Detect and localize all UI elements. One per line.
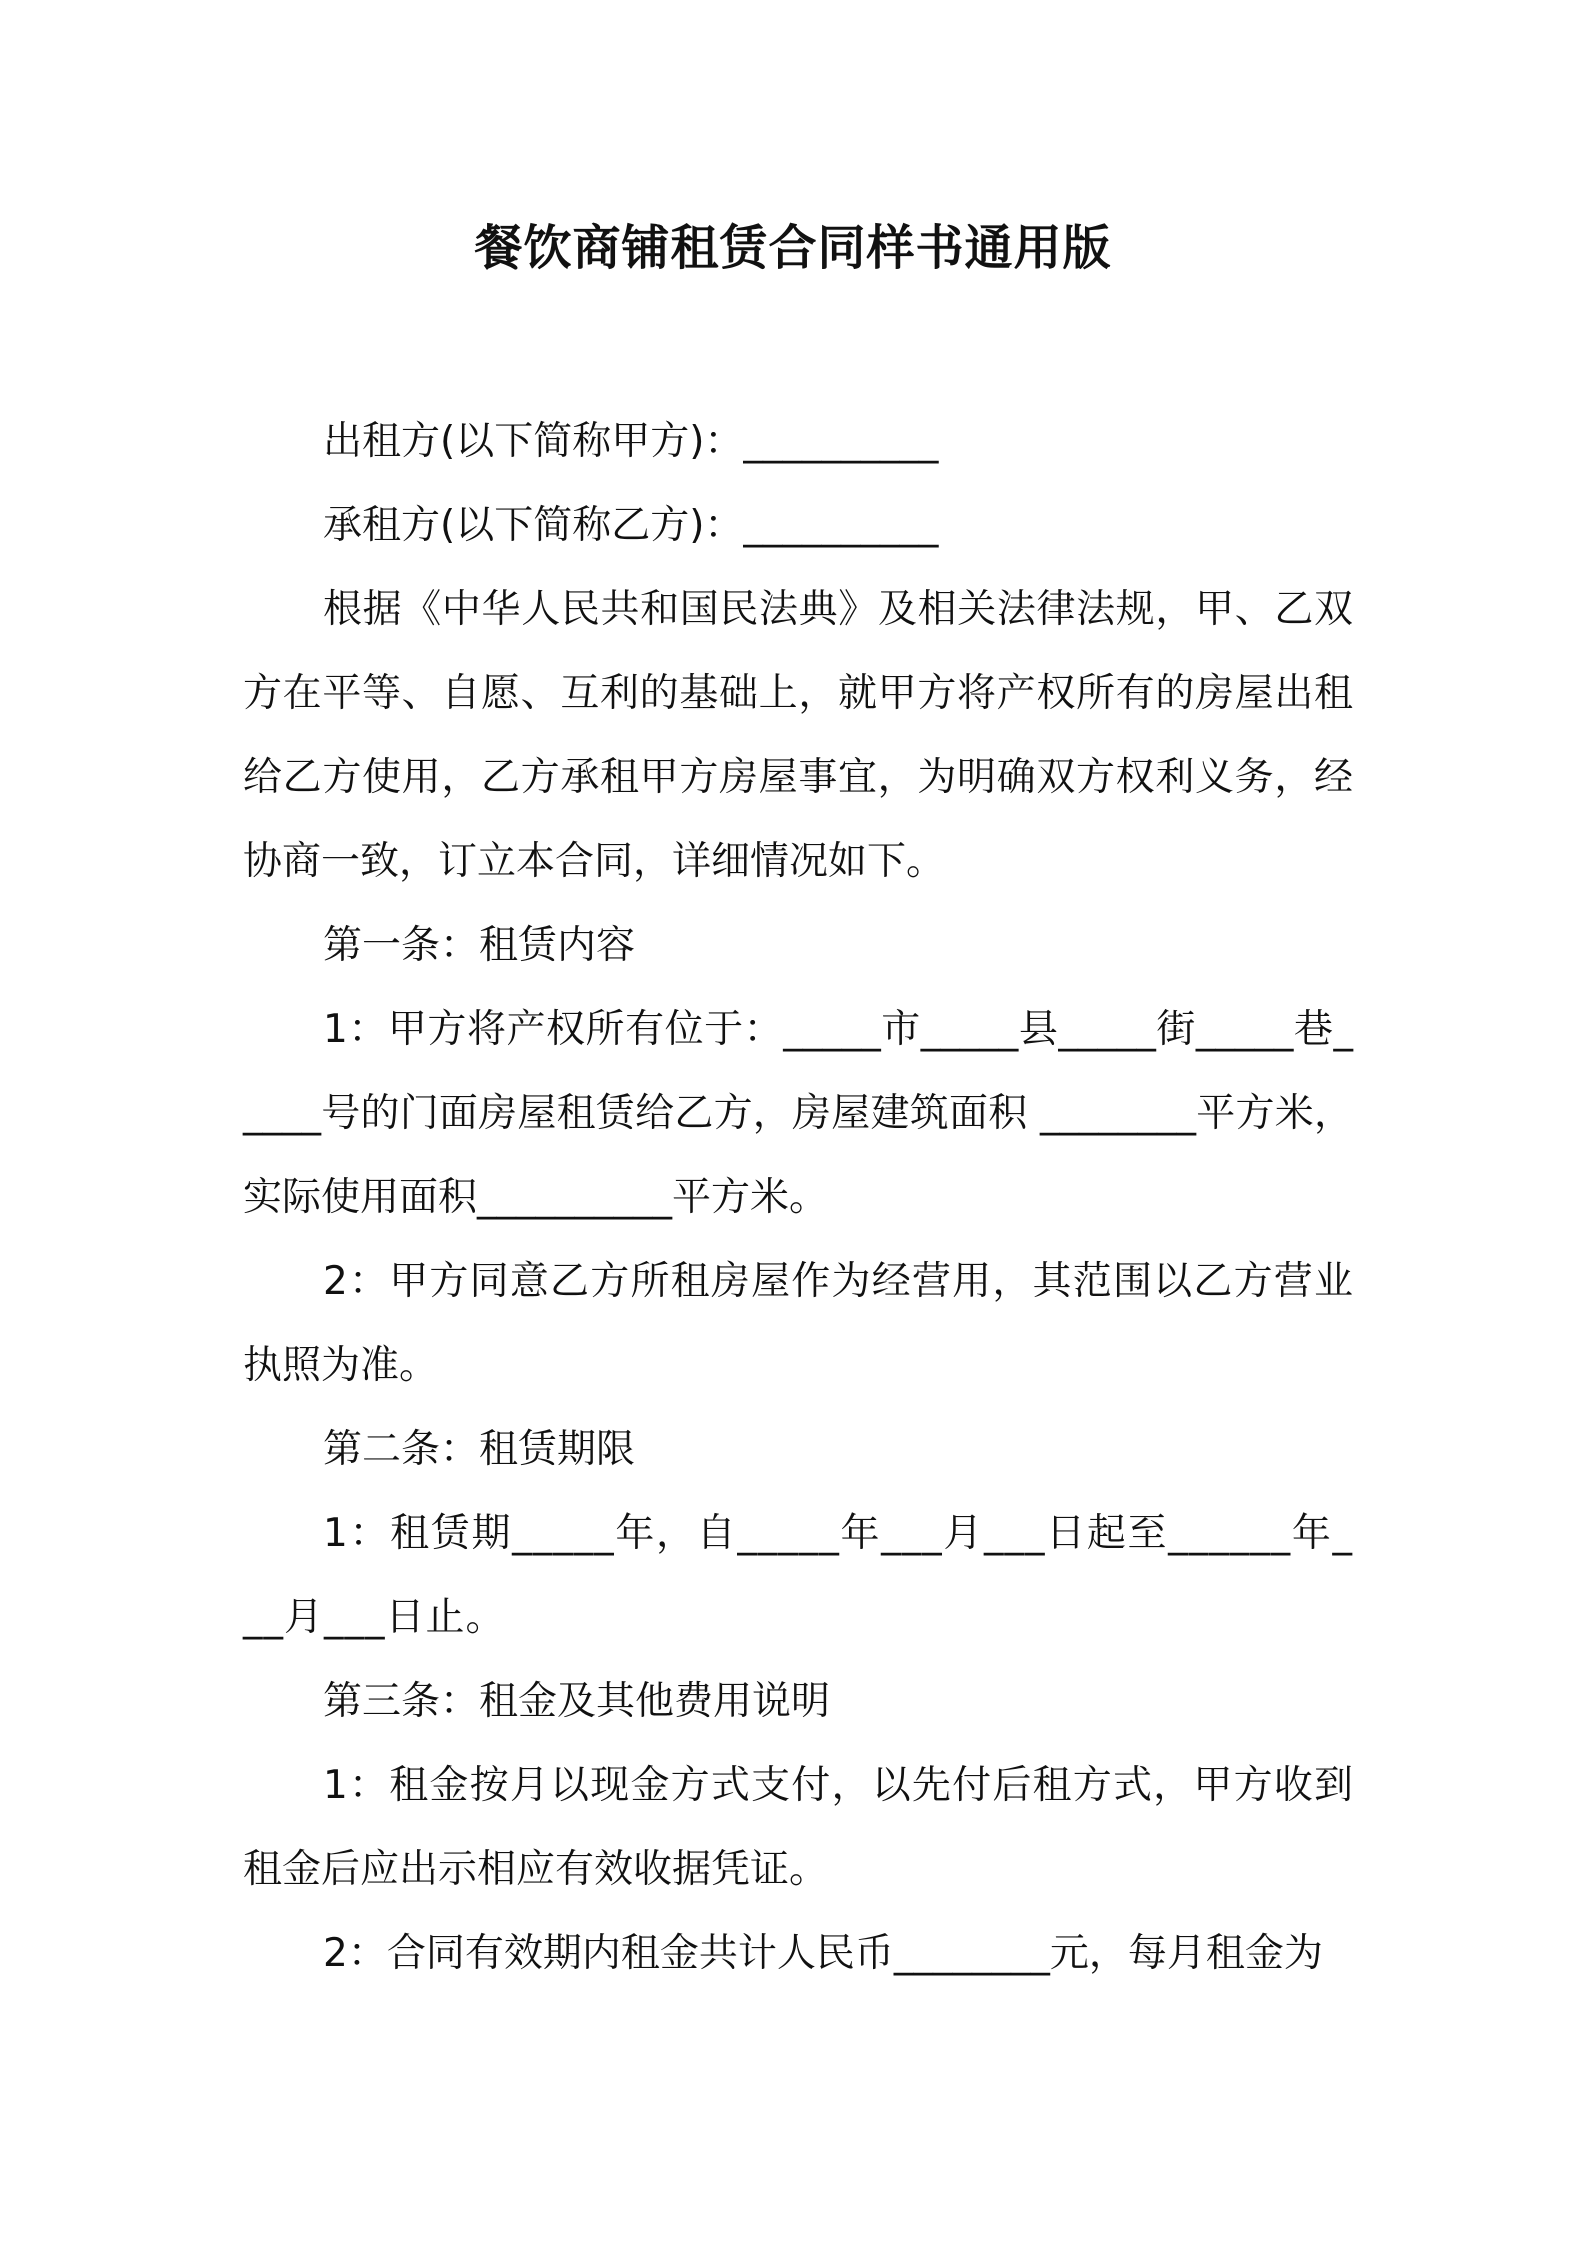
preamble-paragraph: 根据《中华人民共和国民法典》及相关法律法规，甲、乙双方在平等、自愿、互利的基础上，就甲方将产权所有的房屋出租给乙方使用，乙方承租甲方房屋事宜，为明确双方权利义务，经协商一致，订立本合同，详细情况如下。 [243, 587, 1353, 884]
article-1-heading: 第一条：租赁内容 [323, 923, 636, 968]
lessee-line: 承租方(以下简称乙方)：__________ [323, 503, 939, 548]
article-3-clause-1: 1：租金按月以现金方式支付，以先付后租方式，甲方收到租金后应出示相应有效收据凭证。 [243, 1763, 1353, 1892]
document-title: 餐饮商铺租赁合同样书通用版 [474, 220, 1112, 276]
article-2-heading: 第二条：租赁期限 [323, 1427, 636, 1472]
article-1-clause-1: 1：甲方将产权所有位于：_____市_____县_____街_____巷_____号的门面房屋租赁给乙方，房屋建筑面积 ________平方米，实际使用面积__________平方米。 [243, 1007, 1353, 1220]
article-2-clause-1: 1：租赁期_____年，自_____年___月___日起至______年___月___日止。 [243, 1511, 1353, 1640]
document-body [243, 400, 1353, 1996]
lessor-line: 出租方(以下简称甲方)：__________ [323, 419, 939, 464]
article-3-heading: 第三条：租金及其他费用说明 [323, 1679, 831, 1724]
article-1-clause-2: 2：甲方同意乙方所租房屋作为经营用，其范围以乙方营业执照为准。 [243, 1259, 1353, 1388]
article-3-clause-2: 2：合同有效期内租金共计人民币________元，每月租金为 [323, 1931, 1323, 1976]
